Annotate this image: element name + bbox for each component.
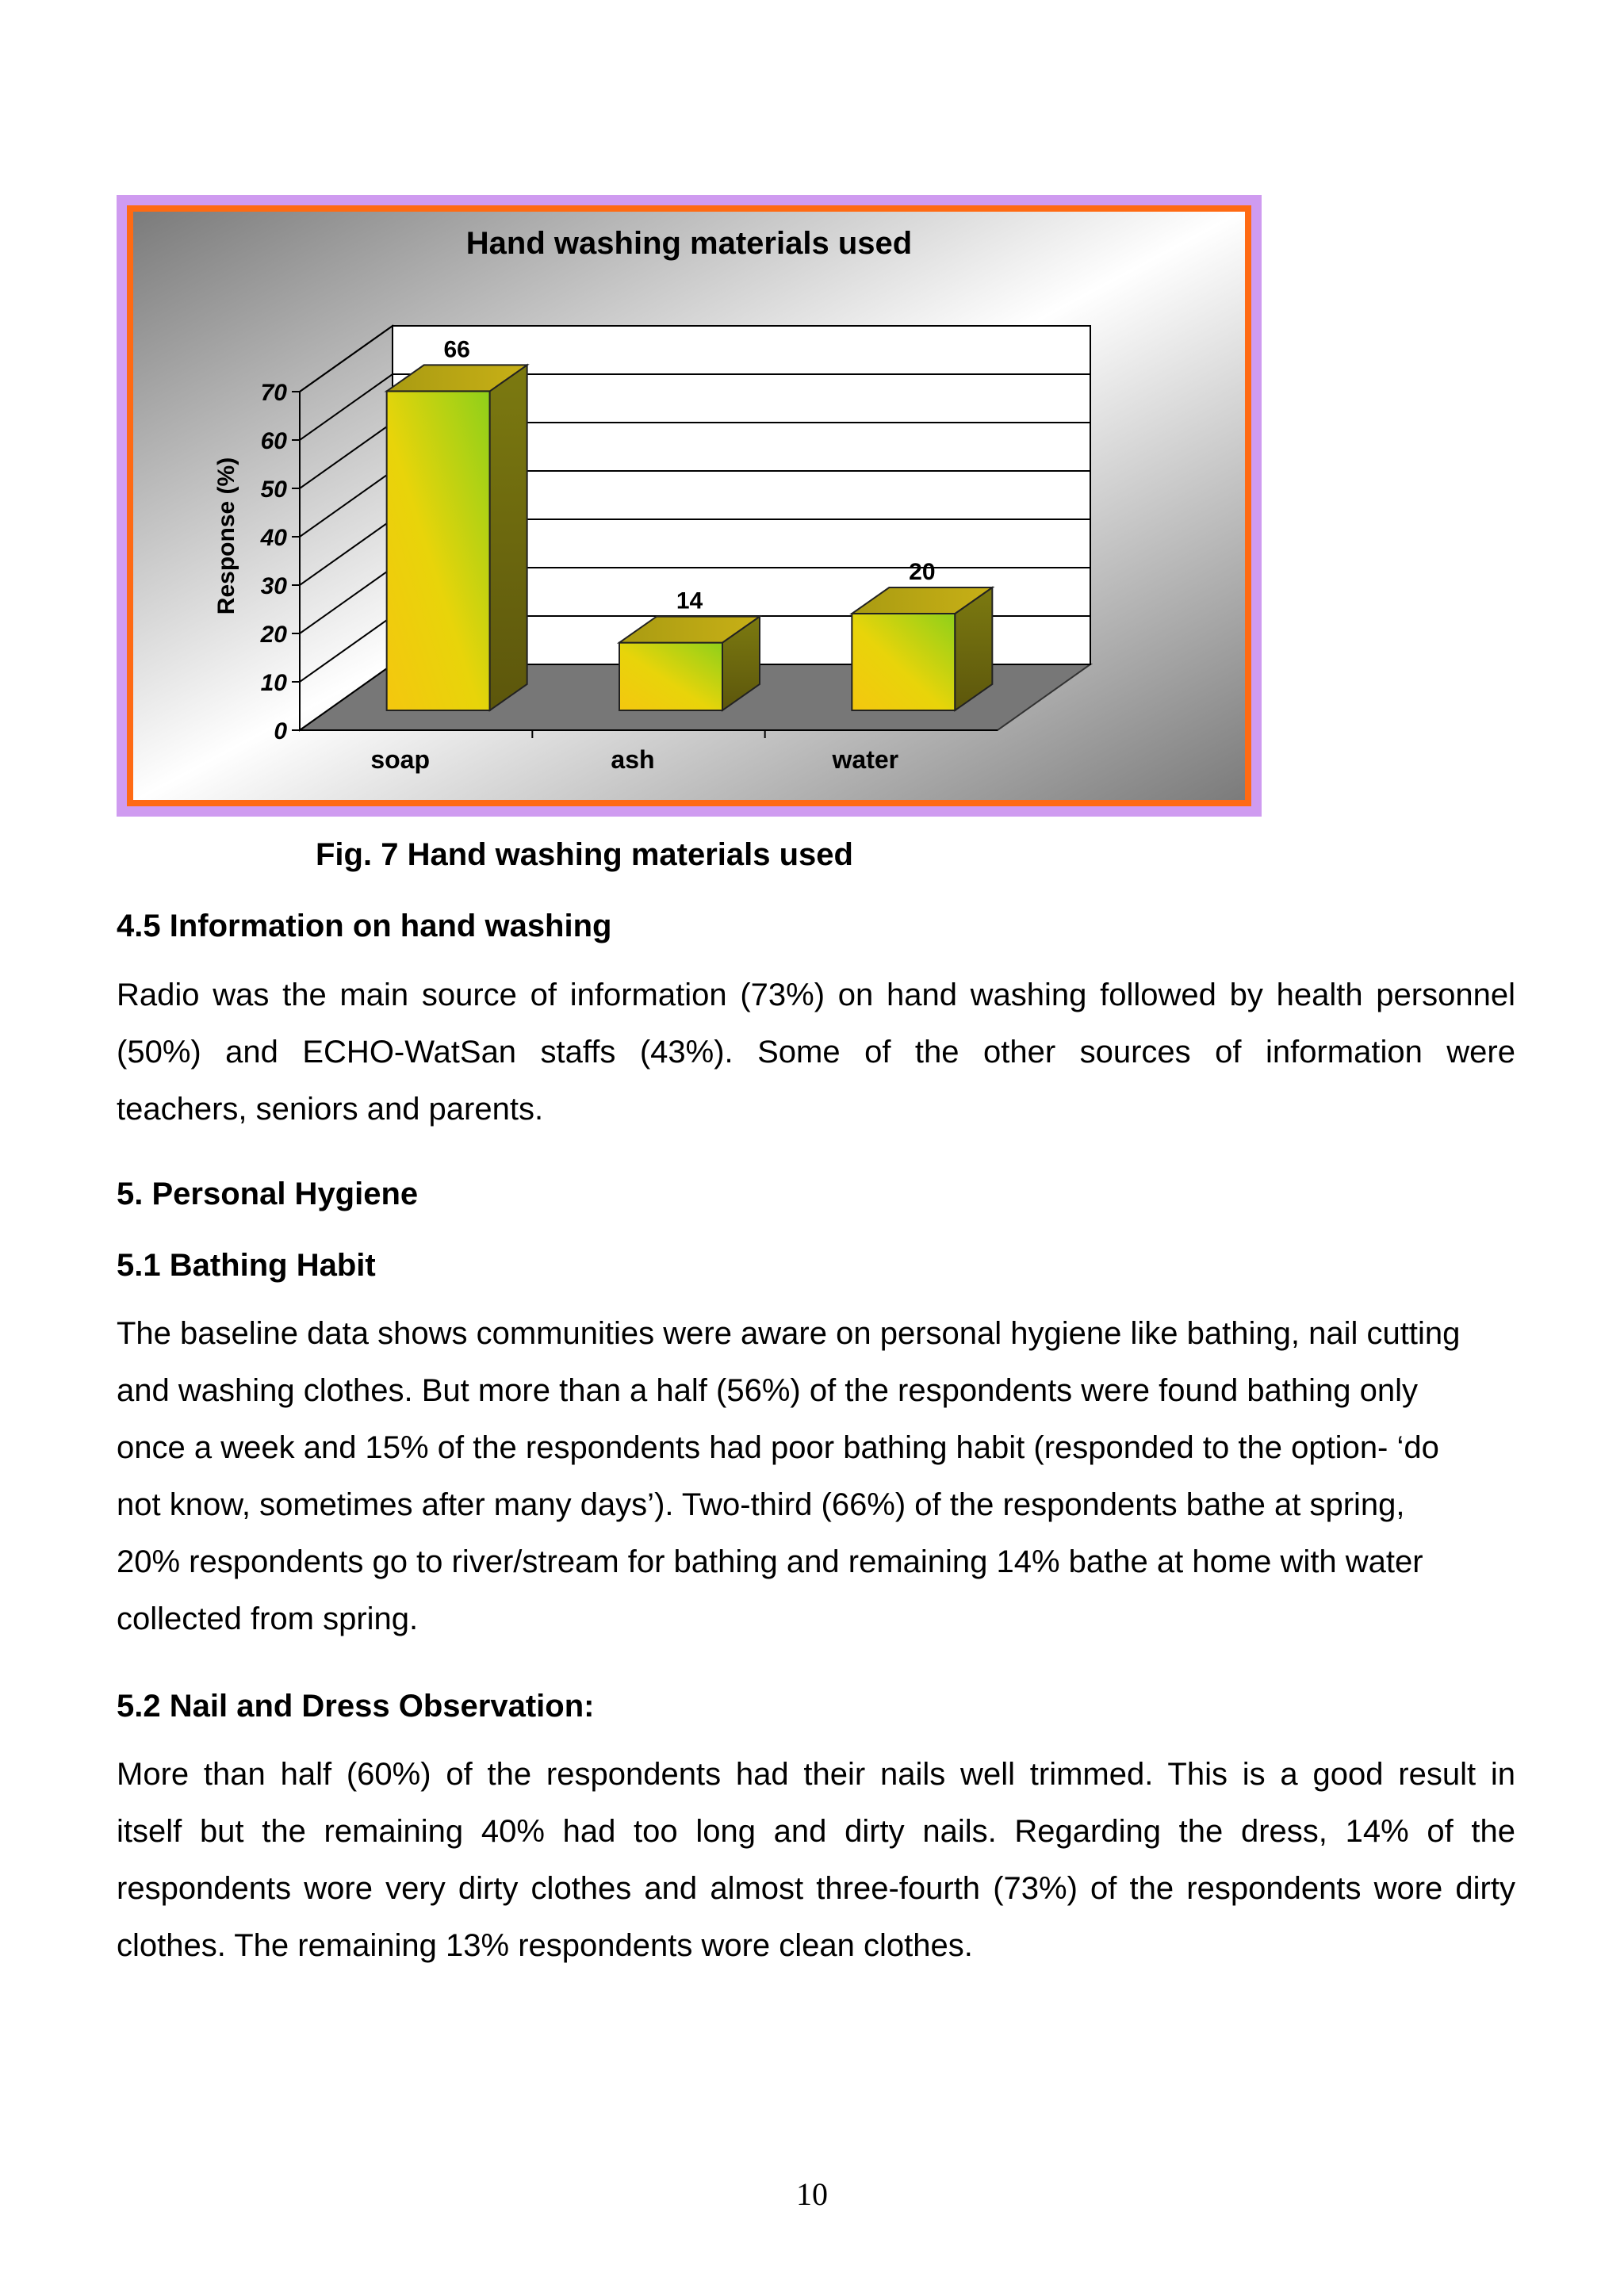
- text-line: The baseline data shows communities were aware on personal hygiene like bathing, nail cutting: [117, 1316, 1461, 1351]
- text-line: itself but the remaining 40% had too long and dirty nails. Regarding the dress, 14% of the: [117, 1814, 1515, 1849]
- text-line: (50%) and ECHO-WatSan staffs (43%). Some of the other sources of information were: [117, 1035, 1515, 1070]
- bar-chart: [117, 195, 1262, 817]
- y-tick-label: 40: [260, 525, 287, 551]
- text-line: collected from spring.: [117, 1601, 419, 1636]
- data-label: 20: [909, 559, 936, 585]
- text-line: More than half (60%) of the respondents had their nails well trimmed. This is a good result in: [117, 1757, 1515, 1792]
- text-line: once a week and 15% of the respondents had poor bathing habit (responded to the option- ‘do: [117, 1430, 1439, 1465]
- text-line: 20% respondents go to river/stream for bathing and remaining 14% bathe at home with water: [117, 1544, 1423, 1579]
- data-label: 14: [676, 587, 703, 614]
- text-line: not know, sometimes after many days’). Two-third (66%) of the respondents bathe at spring,: [117, 1487, 1405, 1522]
- y-tick-label: 20: [260, 622, 287, 648]
- y-tick-label: 10: [260, 670, 287, 696]
- y-tick-label: 0: [274, 718, 287, 744]
- y-tick-label: 50: [260, 476, 287, 503]
- page-number: 10: [796, 2176, 828, 2212]
- section-heading-5: 5. Personal Hygiene: [117, 1177, 419, 1211]
- bar: [387, 336, 527, 710]
- y-tick-label: 70: [260, 380, 287, 406]
- figure-caption: Fig. 7 Hand washing materials used: [316, 837, 853, 872]
- section-heading-5-2: 5.2 Nail and Dress Observation:: [117, 1689, 595, 1724]
- x-tick-label: soap: [370, 745, 431, 774]
- y-tick-label: 60: [260, 428, 287, 454]
- chart-figure: [117, 195, 1262, 817]
- y-axis-label: Response (%): [213, 457, 239, 615]
- section-heading-5-1: 5.1 Bathing Habit: [117, 1248, 376, 1283]
- text-line: teachers, seniors and parents.: [117, 1092, 544, 1127]
- text-line: respondents wore very dirty clothes and almost three-fourth (73%) of the respondents wore dirty: [117, 1871, 1515, 1906]
- x-tick-label: ash: [611, 745, 655, 774]
- paragraph-5-1: [117, 1305, 1515, 1647]
- bar-front: [619, 643, 722, 710]
- paragraph-5-2: [117, 1746, 1515, 1974]
- text-line: clothes. The remaining 13% respondents wore clean clothes.: [117, 1928, 973, 1963]
- section-heading-4-5: 4.5 Information on hand washing: [117, 909, 612, 943]
- data-label: 66: [443, 336, 470, 363]
- paragraph-4-5: [117, 966, 1515, 1138]
- y-tick-label: 30: [260, 573, 287, 599]
- text-line: and washing clothes. But more than a half (56%) of the respondents were found bathing only: [117, 1373, 1419, 1408]
- bar-front: [387, 391, 490, 710]
- bar-front: [852, 614, 955, 710]
- chart-title: Hand washing materials used: [465, 226, 913, 261]
- bar-side: [490, 365, 527, 710]
- x-tick-label: water: [832, 745, 899, 774]
- text-line: Radio was the main source of information (73%) on hand washing followed by health personnel: [117, 978, 1515, 1012]
